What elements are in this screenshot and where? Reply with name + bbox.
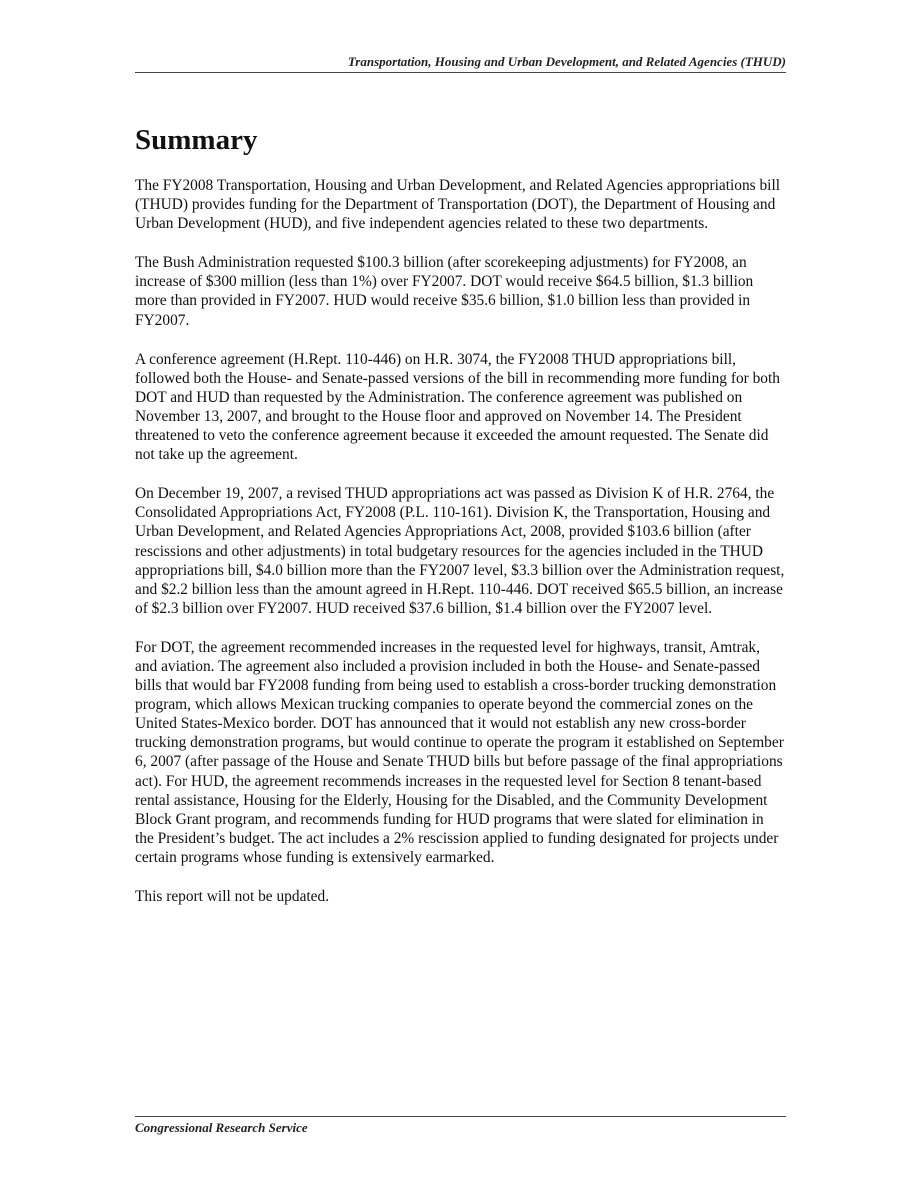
header-divider xyxy=(135,72,786,73)
summary-body xyxy=(135,176,786,926)
page-title: Summary xyxy=(135,124,258,156)
paragraph-conference-agreement: A conference agreement (H.Rept. 110-446) on H.R. 3074, the FY2008 THUD appropriations bill, followed both the House- and Senate-passed versions of the bill in recommending more funding for both DOT and HUD than requested by the Administration. The conference agreement was published on November 13, 2007, and brought to the House floor and approved on November 14. The President threatened to veto the conference agreement because it exceeded the amount requested. The Senate did not take up the agreement. xyxy=(135,350,780,464)
paragraph-consolidated-act: On December 19, 2007, a revised THUD appropriations act was passed as Division K of H.R. 2764, the Consolidated Appropriations Act, FY2008 (P.L. 110-161). Division K, the Transportation, Housing and Urban Development, and Related Agencies Appropriations Act, 2008, provided $103.6 billion (after rescissions and other adjustments) in total budgetary resources for the agencies included in the THUD appropriations bill, $4.0 billion more than the FY2007 level, $3.3 billion over the Administration request, and $2.2 billion less than the amount agreed in H.Rept. 110-446. DOT received $65.5 billion, an increase of $2.3 billion over FY2007. HUD received $37.6 billion, $1.4 billion over the FY2007 level. xyxy=(135,485,785,617)
paragraph-overview: The FY2008 Transportation, Housing and Urban Development, and Related Agencies appropriations bill (THUD) provides funding for the Department of Transportation (DOT), the Department of Housing and Urban Development (HUD), and five independent agencies related to these two departments. xyxy=(135,177,781,233)
paragraph-administration-request: The Bush Administration requested $100.3 billion (after scorekeeping adjustments) for FY2008, an increase of $300 million (less than 1%) over FY2007. DOT would receive $64.5 billion, $1.3 billion more than provided in FY2007. HUD would receive $35.6 billion, $1.0 billion less than provided in FY2007. xyxy=(135,254,754,329)
running-header: Transportation, Housing and Urban Development, and Related Agencies (THUD) xyxy=(347,54,786,69)
running-footer: Congressional Research Service xyxy=(135,1120,308,1135)
footer-divider xyxy=(135,1116,786,1117)
paragraph-update-note: This report will not be updated. xyxy=(135,888,330,905)
paragraph-dot-hud-provisions: For DOT, the agreement recommended increases in the requested level for highways, transit, Amtrak, and aviation. The agreement also included a provision included in both the House- and Senate-passed bills that would bar FY2008 funding from being used to establish a cross-border trucking demonstration program, which allows Mexican trucking companies to operate beyond the commercial zones on the United States-Mexico border. DOT has announced that it would not establish any new cross-border trucking demonstration programs, but would continue to operate the program it established on September 6, 2007 (after passage of the House and Senate THUD bills but before passage of the final appropriations act). For HUD, the agreement recommends increases in the requested level for Section 8 tenant-based rental assistance, Housing for the Elderly, Housing for the Disabled, and the Community Development Block Grant program, and recommends funding for HUD programs that were slated for elimination in the President’s budget. The act includes a 2% rescission applied to funding designated for projects under certain programs whose funding is extensively earmarked. xyxy=(135,638,784,866)
